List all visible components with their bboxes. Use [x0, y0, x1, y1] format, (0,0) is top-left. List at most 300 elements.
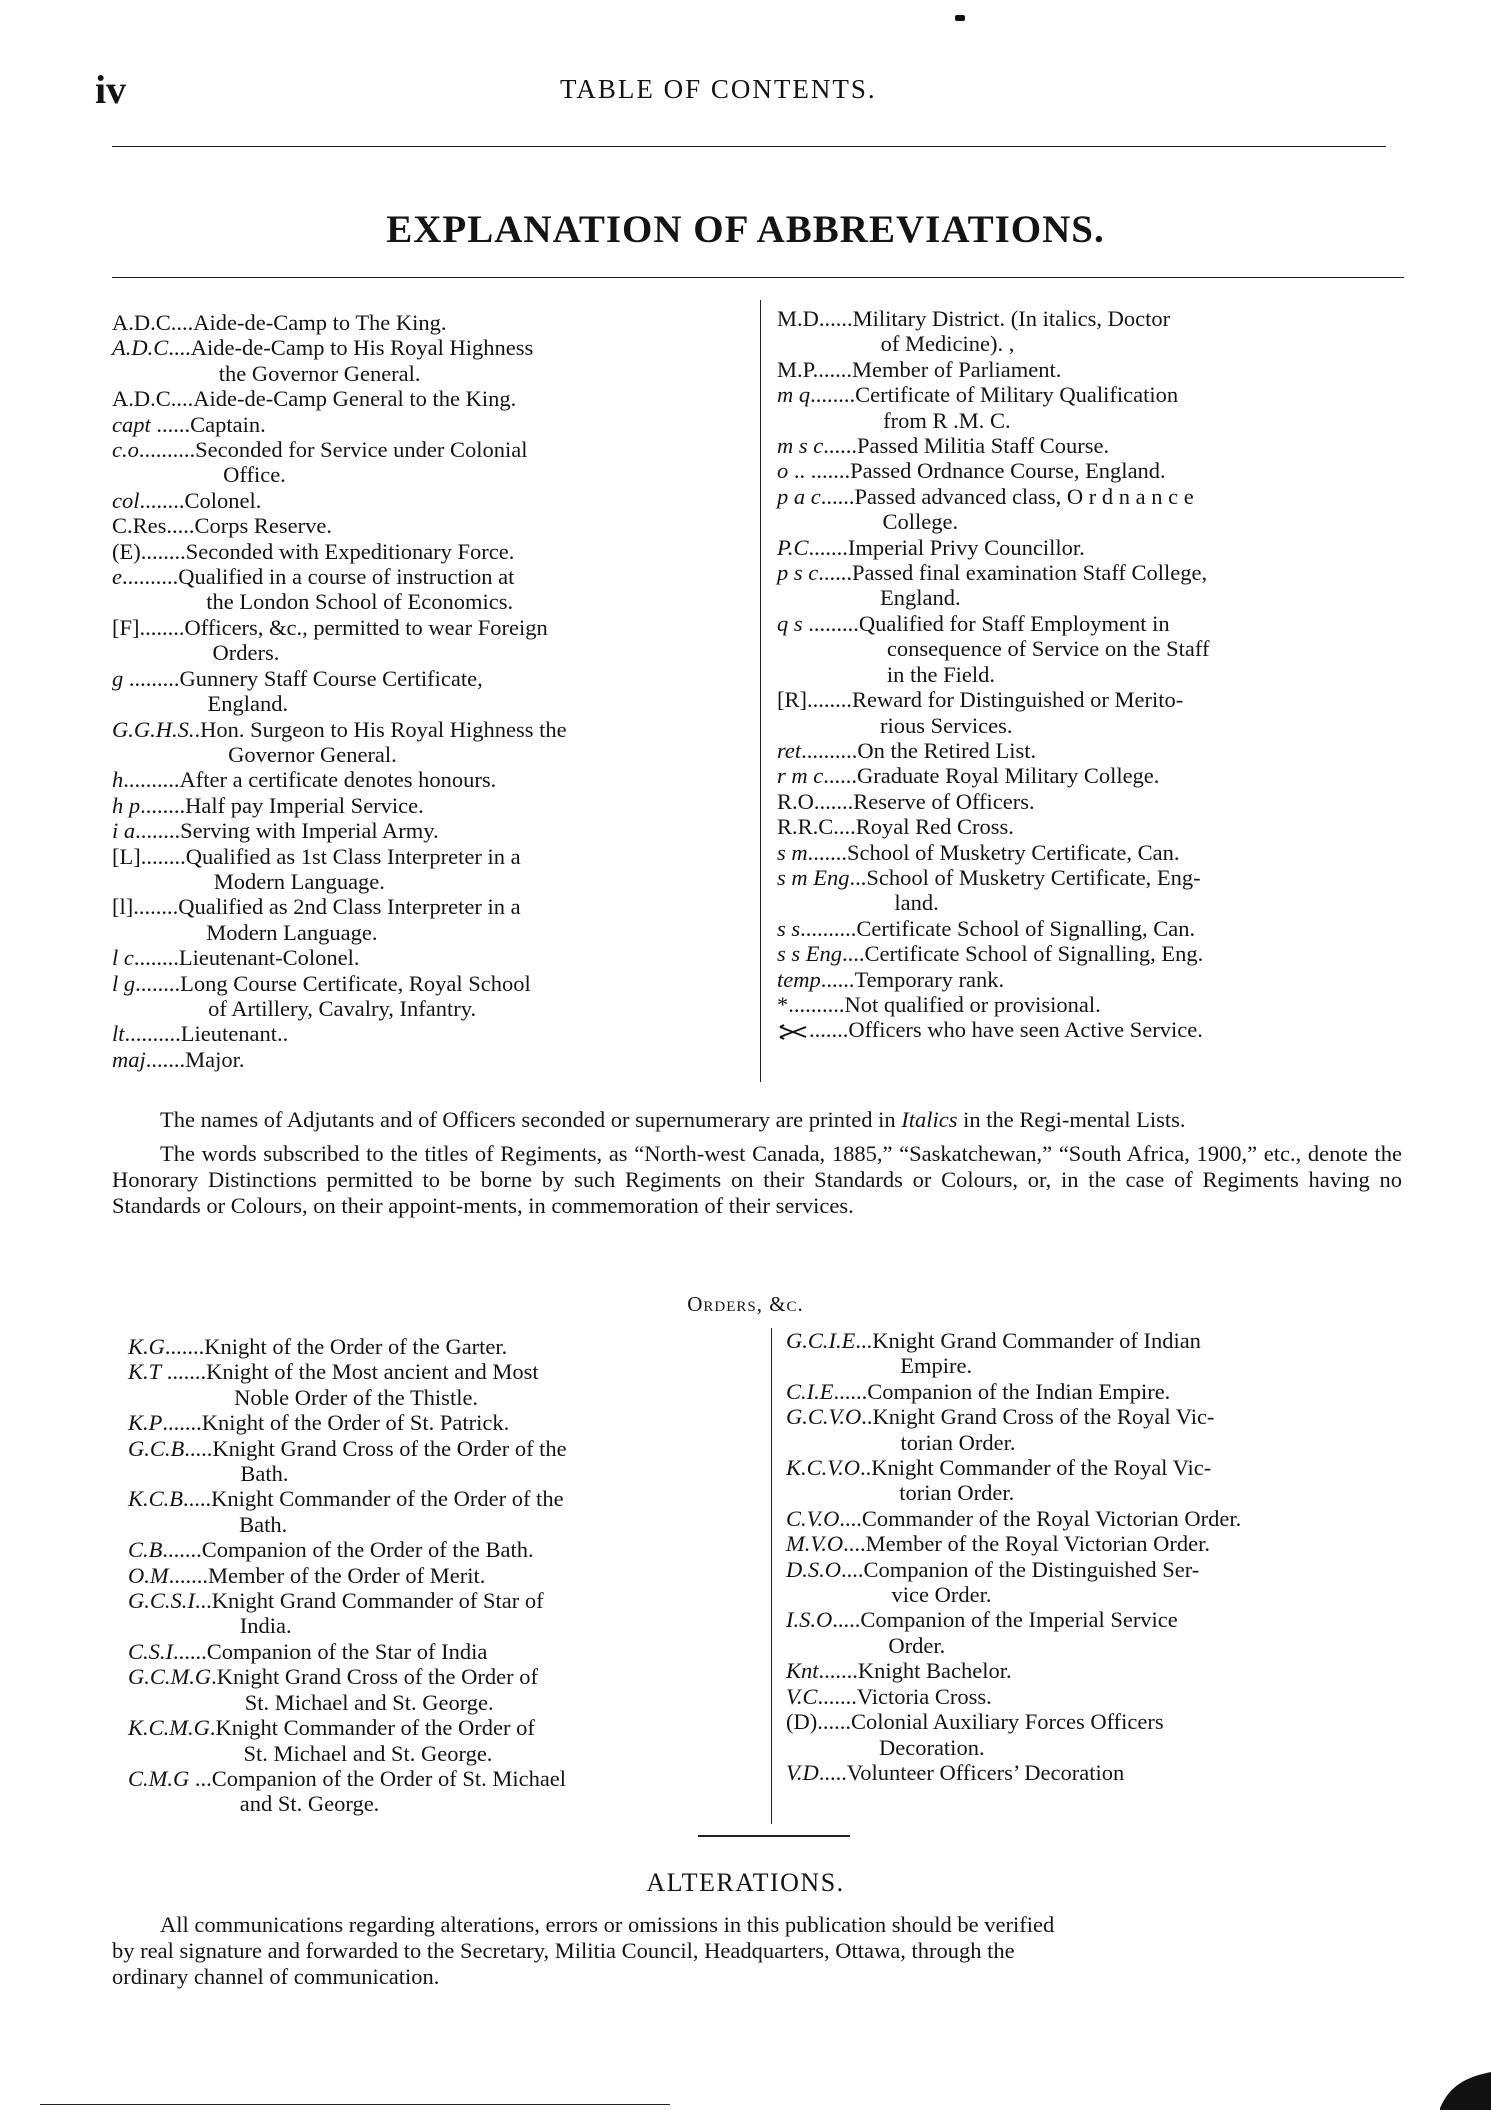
- abbreviation-code: [128, 1766, 212, 1817]
- abbreviation-code: [112, 1047, 185, 1072]
- abbreviation-label: C.I.E: [786, 1378, 834, 1404]
- abbreviation-code: [112, 488, 185, 513]
- abbreviation-meaning: [208, 1563, 756, 1588]
- abbreviation-label: I.S.O: [786, 1607, 833, 1633]
- meaning-line: Colonial Auxiliary Forces Officers: [850, 1709, 1164, 1735]
- abbreviation-entry: [112, 513, 740, 538]
- abbreviation-label: G.C.S.I: [128, 1588, 195, 1614]
- abbreviation-entry: [112, 488, 740, 513]
- abbreviation-label: K.C.V.O: [786, 1455, 860, 1481]
- leader-dots: .......: [807, 839, 848, 865]
- abbreviation-code: [777, 433, 857, 458]
- leader-dots: .......: [161, 1359, 207, 1385]
- crossed-swords-icon: [777, 1024, 809, 1040]
- abbreviation-label: r m c: [777, 763, 824, 789]
- meaning-line: the London School of Economics.: [206, 589, 514, 615]
- meaning-line: Passed Militia Staff Course.: [857, 433, 1110, 459]
- abbreviation-entry: [777, 865, 1402, 916]
- abbreviation-label: C.Res: [112, 513, 167, 539]
- leader-dots: ...: [849, 864, 867, 890]
- abbreviation-code: [777, 357, 852, 382]
- abbreviation-code: [777, 992, 845, 1017]
- leader-dots: ....: [170, 310, 194, 335]
- meaning-line: Aide-de-Camp to The King.: [193, 310, 447, 335]
- leader-dots: ...: [194, 1588, 212, 1614]
- abbreviation-code: [777, 738, 857, 763]
- abbreviation-code: [128, 1436, 212, 1487]
- abbreviation-code: [128, 1537, 202, 1562]
- abbreviation-code: [128, 1588, 212, 1639]
- abbreviation-meaning: [851, 1709, 1414, 1760]
- abbreviation-code: [112, 310, 193, 335]
- meaning-line: St. Michael and St. George.: [243, 1740, 493, 1766]
- abbreviation-entry: [786, 1404, 1414, 1455]
- footer-rule: [40, 2104, 670, 2105]
- abbreviation-entry: [786, 1557, 1414, 1608]
- abbreviation-meaning: [185, 1047, 740, 1072]
- meaning-line: School of Musketry Certificate, Eng-: [866, 864, 1201, 890]
- leader-dots: .......: [145, 1046, 186, 1072]
- meaning-line: Military District. (In italics, Doctor: [852, 306, 1171, 331]
- abbreviation-label: s m Eng: [777, 864, 850, 890]
- abbreviation-meaning: [195, 513, 740, 538]
- abbreviation-meaning: [186, 539, 740, 564]
- meaning-line: Knight Grand Cross of the Order of: [216, 1664, 538, 1690]
- abbreviation-label: [L]: [112, 843, 141, 869]
- abbreviation-entry: [128, 1359, 756, 1410]
- abbreviation-meaning: [848, 1017, 1402, 1042]
- leader-dots: .: [211, 1664, 217, 1690]
- abbreviation-code: [112, 945, 179, 970]
- abbreviations-column-divider: [760, 300, 761, 1082]
- abbreviation-label: A.D.C: [112, 335, 169, 361]
- abbreviation-meaning: [212, 1766, 756, 1817]
- meaning-line: Major.: [185, 1046, 245, 1072]
- abbreviation-code: [786, 1684, 857, 1709]
- abbreviation-code: [112, 894, 178, 945]
- abbreviation-meaning: [179, 945, 740, 970]
- leader-dots: .....: [183, 1486, 212, 1512]
- abbreviation-meaning: [185, 615, 741, 666]
- leader-dots: ...: [855, 1328, 873, 1353]
- alterations-line: ordinary channel of communication.: [112, 1964, 440, 1989]
- abbreviation-label: *: [777, 991, 789, 1017]
- leader-dots: ........: [140, 843, 186, 869]
- abbreviation-code: [112, 513, 195, 538]
- leader-dots: ..........: [800, 915, 857, 941]
- meaning-line: Bath.: [240, 1461, 289, 1487]
- leader-dots: ....: [839, 1505, 862, 1531]
- abbreviation-meaning: [212, 1436, 756, 1487]
- leader-dots: ......: [823, 763, 857, 789]
- leader-dots: ....: [841, 1556, 864, 1582]
- abbreviation-meaning: [206, 1359, 756, 1410]
- leader-dots: ....: [843, 1531, 866, 1557]
- abbreviation-code: [112, 793, 185, 818]
- abbreviation-label: (D): [786, 1709, 818, 1735]
- abbreviation-entry: [112, 310, 740, 335]
- leader-dots: ........: [139, 614, 185, 640]
- abbreviation-code: [128, 1639, 207, 1664]
- abbreviation-entry: [777, 433, 1402, 458]
- meaning-line: Qualified as 2nd Class Interpreter in a: [178, 894, 521, 920]
- abbreviation-code: [128, 1410, 202, 1435]
- meaning-line: Knight Commander of the Order of the: [211, 1486, 564, 1512]
- abbreviation-meaning: [847, 1760, 1414, 1785]
- leader-dots: .....: [166, 513, 195, 539]
- alterations-heading: ALTERATIONS.: [646, 1868, 845, 1897]
- abbreviation-entry: [128, 1410, 756, 1435]
- abbreviation-label: ret: [777, 737, 802, 763]
- abbreviation-meaning: [856, 916, 1402, 941]
- meaning-line: Knight Grand Cross of the Royal Vic-: [872, 1404, 1215, 1430]
- leader-dots: ......: [150, 411, 191, 437]
- abbreviation-label: s s Eng: [777, 941, 843, 967]
- abbreviation-label: temp: [777, 966, 821, 992]
- abbreviation-label: capt: [112, 411, 151, 437]
- leader-dots: .......: [808, 534, 848, 560]
- leader-dots: ........: [139, 487, 185, 513]
- page-corner-shadow: [1430, 2050, 1491, 2110]
- abbreviation-entry: [777, 357, 1402, 382]
- abbreviation-entry: [112, 971, 740, 1022]
- abbreviation-label: K.C.B: [128, 1486, 184, 1512]
- note-honours: The words subscribed to the titles of Regiments, as “North-west Canada, 1885,” “Saskatchewan,” “South Africa, 1900,” etc., denote the Honorary Distinctions permitted to be borne by such Regiments on their Standards or Colours, or, in the case of Regiments having no Standards or Colours, on their appoint-ments, in commemoration of their services.: [112, 1141, 1402, 1218]
- abbreviation-code: [112, 412, 190, 437]
- abbreviation-label: C.B: [128, 1537, 163, 1563]
- abbreviation-meaning: [857, 763, 1402, 788]
- meaning-line: India.: [239, 1613, 292, 1639]
- abbreviation-meaning: [193, 310, 740, 335]
- abbreviation-code: [786, 1557, 864, 1608]
- abbreviation-entry: [128, 1715, 756, 1766]
- meaning-line: Decoration.: [878, 1734, 985, 1760]
- abbreviation-label: c.o: [112, 437, 139, 463]
- abbreviation-entry: [786, 1328, 1414, 1379]
- abbreviation-label: h: [112, 767, 124, 793]
- abbreviation-code: [786, 1760, 847, 1785]
- abbreviation-entry: [112, 1021, 740, 1046]
- abbreviation-label: G.C.I.E: [786, 1328, 856, 1353]
- abbreviation-code: [128, 1334, 204, 1359]
- leader-dots: .......: [813, 788, 854, 814]
- abbreviation-entry: [128, 1563, 756, 1588]
- abbreviation-entry: [777, 992, 1402, 1017]
- abbreviation-label: lt: [112, 1021, 125, 1047]
- abbreviation-meaning: [853, 306, 1402, 357]
- abbreviation-label: R.R.C: [777, 814, 834, 840]
- leader-dots: .......: [164, 1334, 205, 1359]
- title-rule: [112, 277, 1404, 278]
- abbreviation-entry: [777, 789, 1402, 814]
- meaning-line: Captain.: [190, 411, 266, 437]
- meaning-line: Lieutenant..: [180, 1021, 289, 1047]
- meaning-line: Knight of the Most ancient and Most: [206, 1359, 539, 1385]
- meaning-line: Noble Order of the Thistle.: [234, 1384, 479, 1410]
- leader-dots: ......: [820, 483, 855, 509]
- abbreviation-meaning: [178, 894, 740, 945]
- abbreviation-label: R.O: [777, 788, 814, 814]
- abbreviation-label: p a c: [777, 483, 821, 509]
- abbreviation-label: h p: [112, 792, 141, 818]
- meaning-line: rious Services.: [880, 712, 1013, 738]
- leader-dots: ....: [168, 335, 191, 361]
- abbreviation-meaning: [855, 382, 1402, 433]
- meaning-line: Knight of the Order of St. Patrick.: [201, 1410, 510, 1436]
- abbreviation-label: l c: [112, 945, 134, 971]
- leader-dots: ..........: [123, 767, 180, 793]
- abbreviation-label: M.D: [777, 306, 819, 331]
- meaning-line: Office.: [223, 462, 286, 488]
- leader-dots: ........: [133, 894, 179, 920]
- abbreviation-label: C.V.O: [786, 1505, 840, 1531]
- abbreviation-meaning: [850, 458, 1402, 483]
- meaning-line: Temporary rank.: [854, 966, 1005, 992]
- abbreviation-meaning: [195, 437, 740, 488]
- abbreviation-meaning: [862, 1506, 1414, 1531]
- meaning-line: and St. George.: [239, 1791, 380, 1817]
- meaning-line: Imperial Privy Councillor.: [847, 534, 1085, 560]
- abbreviation-code: [777, 535, 848, 560]
- meaning-line: torian Order.: [900, 1429, 1016, 1455]
- abbreviation-label: col: [112, 487, 140, 513]
- meaning-line: Royal Red Cross.: [855, 814, 1014, 840]
- abbreviation-meaning: [852, 560, 1402, 611]
- abbreviation-code: [777, 458, 850, 483]
- meaning-line: Hon. Surgeon to His Royal Highness the: [200, 716, 567, 742]
- abbreviations-left-column: [112, 310, 740, 1072]
- alterations-text: [112, 1912, 1402, 1990]
- abbreviation-code: [786, 1531, 866, 1556]
- meaning-line: Long Course Certificate, Royal School: [180, 970, 531, 996]
- abbreviation-label: e: [112, 564, 122, 590]
- abbreviation-label: o: [777, 458, 789, 484]
- abbreviation-code: [112, 767, 180, 792]
- abbreviation-code: [777, 840, 847, 865]
- abbreviation-meaning: [200, 717, 740, 768]
- meaning-line: Knight Grand Cross of the Order of the: [212, 1435, 567, 1461]
- abbreviation-entry: [786, 1658, 1414, 1683]
- abbreviation-meaning: [847, 840, 1402, 865]
- leader-dots: ..: [861, 1404, 873, 1430]
- meaning-line: Member of the Royal Victorian Order.: [865, 1531, 1210, 1557]
- abbreviation-entry: [786, 1506, 1414, 1531]
- meaning-line: Companion of the Imperial Service: [860, 1607, 1178, 1633]
- abbreviation-code: [777, 484, 855, 535]
- leader-dots: ..........: [122, 564, 179, 590]
- meaning-line: England.: [207, 691, 289, 717]
- leader-dots: .......: [162, 1537, 202, 1563]
- section-rule: [698, 1835, 850, 1837]
- abbreviation-entry: [112, 386, 740, 411]
- meaning-line: Reserve of Officers.: [853, 788, 1035, 814]
- leader-dots: .....: [184, 1435, 213, 1461]
- leader-dots: ..........: [138, 437, 196, 463]
- abbreviation-label: C.M.G: [128, 1765, 190, 1791]
- italic-word: Italics: [901, 1107, 958, 1132]
- abbreviation-label: p s c: [777, 560, 819, 586]
- abbreviation-meaning: [865, 941, 1402, 966]
- abbreviation-code: [777, 814, 856, 839]
- abbreviation-entry: [777, 458, 1402, 483]
- abbreviation-label: m s c: [777, 433, 824, 459]
- abbreviation-entry: [112, 1047, 740, 1072]
- abbreviation-meaning: [853, 789, 1402, 814]
- meaning-line: Lieutenant-Colonel.: [178, 945, 360, 971]
- abbreviation-code: [112, 717, 200, 768]
- meaning-line: Qualified in a course of instruction at: [178, 564, 515, 590]
- abbreviation-entry: [112, 767, 740, 792]
- leader-dots: .........: [123, 665, 180, 691]
- abbreviation-meaning: [848, 535, 1402, 560]
- leader-dots: .......: [809, 1017, 849, 1043]
- abbreviation-code: [128, 1486, 211, 1537]
- abbreviation-entry: [777, 941, 1402, 966]
- meaning-line: Colonel.: [184, 487, 262, 513]
- abbreviation-meaning: [191, 335, 740, 386]
- abbreviation-label: M.V.O: [786, 1531, 844, 1557]
- meaning-line: Companion of the Indian Empire.: [867, 1378, 1171, 1404]
- abbreviation-entry: [128, 1436, 756, 1487]
- meaning-line: England.: [880, 585, 961, 611]
- abbreviation-meaning: [852, 357, 1402, 382]
- orders-right-column: [786, 1328, 1414, 1785]
- abbreviation-entry: [777, 535, 1402, 560]
- meaning-line: Gunnery Staff Course Certificate,: [179, 665, 483, 691]
- abbreviation-code: [112, 564, 178, 615]
- meaning-line: the Governor General.: [218, 360, 421, 386]
- meaning-line: After a certificate denotes honours.: [179, 767, 497, 793]
- leader-dots: ........: [140, 792, 186, 818]
- abbreviation-entry: [112, 945, 740, 970]
- abbreviation-code: [112, 1021, 181, 1046]
- meaning-line: Not qualified or provisional.: [844, 991, 1101, 1017]
- leader-dots: .........: [802, 610, 859, 636]
- leader-dots: .....: [832, 1607, 861, 1633]
- header-rule: [112, 146, 1386, 147]
- abbreviation-entry: [112, 666, 740, 717]
- abbreviation-entry: [128, 1664, 756, 1715]
- abbreviation-code: [112, 437, 195, 488]
- leader-dots: ......: [818, 306, 853, 331]
- alterations-line: by real signature and forwarded to the Secretary, Militia Council, Headquarters, Ottawa, through the: [112, 1938, 1015, 1963]
- running-title: TABLE OF CONTENTS.: [560, 74, 877, 104]
- meaning-line: torian Order.: [899, 1480, 1015, 1506]
- abbreviation-entry: [112, 894, 740, 945]
- meaning-line: Victoria Cross.: [856, 1683, 992, 1709]
- abbreviation-meaning: [871, 1455, 1414, 1506]
- notes: [112, 1107, 1402, 1219]
- abbreviation-entry: [112, 437, 740, 488]
- abbreviation-entry: [777, 382, 1402, 433]
- meaning-line: Companion of the Order of St. Michael: [211, 1765, 567, 1791]
- leader-dots: .: [194, 716, 201, 742]
- abbreviation-label: G.G.H.S.: [112, 716, 195, 742]
- meaning-line: Orders.: [212, 640, 280, 666]
- abbreviation-entry: [777, 306, 1402, 357]
- abbreviation-entry: [786, 1709, 1414, 1760]
- abbreviation-code: [786, 1379, 867, 1404]
- meaning-line: Knight Grand Commander of Star of: [211, 1588, 544, 1614]
- abbreviation-entry: [112, 539, 740, 564]
- abbreviation-meaning: [217, 1664, 756, 1715]
- meaning-line: Corps Reserve.: [194, 513, 332, 539]
- meaning-line: Reward for Distinguished or Merito-: [852, 687, 1184, 713]
- abbreviation-code: [112, 539, 186, 564]
- abbreviation-label: m q: [777, 382, 811, 408]
- page-title: EXPLANATION OF ABBREVIATIONS.: [386, 208, 1105, 251]
- abbreviation-label: q s: [777, 610, 803, 636]
- meaning-line: On the Retired List.: [857, 737, 1037, 763]
- abbreviation-code: [786, 1404, 872, 1455]
- meaning-line: vice Order.: [891, 1582, 992, 1608]
- meaning-line: Aide-de-Camp to His Royal Highness: [190, 335, 534, 361]
- abbreviation-entry: [786, 1379, 1414, 1404]
- abbreviation-code: [112, 386, 193, 411]
- abbreviation-meaning: [185, 488, 741, 513]
- abbreviation-code: [786, 1658, 858, 1683]
- orders-left-column: [128, 1334, 756, 1817]
- abbreviation-label: K.T: [128, 1359, 162, 1385]
- abbreviation-meaning: [180, 767, 741, 792]
- leader-dots: ........: [140, 538, 186, 564]
- abbreviation-code: [777, 763, 857, 788]
- abbreviation-code: [128, 1359, 206, 1410]
- leader-dots: .......: [812, 356, 853, 382]
- leader-dots: .....: [818, 1759, 847, 1785]
- abbreviation-meaning: [852, 687, 1402, 738]
- meaning-line: Member of the Order of Merit.: [208, 1562, 486, 1588]
- meaning-line: Seconded for Service under Colonial: [195, 437, 528, 463]
- abbreviation-code: [777, 611, 859, 687]
- meaning-line: Passed Ordnance Course, England.: [850, 458, 1166, 484]
- abbreviation-entry: [777, 560, 1402, 611]
- meaning-line: Seconded with Expeditionary Force.: [185, 538, 515, 564]
- abbreviation-entry: [128, 1537, 756, 1562]
- leader-dots: ....: [833, 814, 856, 840]
- meaning-line: Member of Parliament.: [852, 356, 1062, 382]
- abbreviation-entry: [777, 687, 1402, 738]
- meaning-line: Knight Commander of the Order of: [215, 1715, 535, 1741]
- leader-dots: .......: [162, 1410, 202, 1436]
- meaning-line: Half pay Imperial Service.: [185, 792, 424, 818]
- abbreviation-entry: [112, 844, 740, 895]
- abbreviation-entry: [112, 615, 740, 666]
- abbreviation-code: [786, 1709, 851, 1760]
- meaning-line: Modern Language.: [213, 868, 385, 894]
- leader-dots: ....: [842, 941, 865, 967]
- leader-dots: ......: [817, 1709, 851, 1735]
- note-italics: The names of Adjutants and of Officers seconded or supernumerary are printed in Italics in the Regi-mental Lists.: [160, 1107, 1186, 1132]
- abbreviation-entry: [128, 1588, 756, 1639]
- abbreviation-meaning: [193, 386, 740, 411]
- abbreviation-label: O.M: [128, 1562, 169, 1588]
- leader-dots: .......: [168, 1562, 208, 1588]
- meaning-line: Passed final examination Staff College,: [852, 560, 1208, 586]
- abbreviation-label: K.G: [128, 1334, 165, 1359]
- abbreviation-entry: [777, 967, 1402, 992]
- meaning-line: Officers, &c., permitted to wear Foreign: [184, 614, 548, 640]
- abbreviation-meaning: [202, 1410, 756, 1435]
- meaning-line: Officers who have seen Active Service.: [848, 1017, 1203, 1043]
- abbreviation-entry: [786, 1455, 1414, 1506]
- orders-heading: Orders, &c.: [687, 1292, 804, 1316]
- meaning-line: Knight Grand Commander of Indian: [872, 1328, 1201, 1353]
- abbreviation-meaning: [857, 738, 1402, 763]
- abbreviation-entry: [112, 818, 740, 843]
- abbreviation-entry: [112, 335, 740, 386]
- abbreviation-meaning: [211, 1486, 756, 1537]
